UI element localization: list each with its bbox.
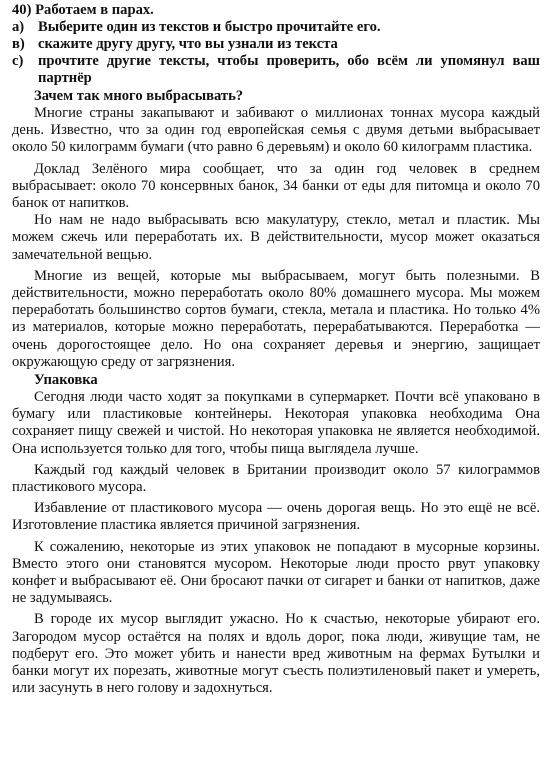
task-text: прочтите другие тексты, чтобы проверить, обо всём ли упомянул ваш партнёр — [38, 53, 540, 86]
textbook-page — [12, 2, 540, 698]
section-heading-packaging: Упаковка — [34, 372, 98, 389]
task-marker: c) — [12, 53, 24, 69]
exercise-task-list — [12, 19, 540, 87]
task-marker: в) — [12, 36, 25, 52]
task-text: Выберите один из текстов и быстро прочитайте его. — [38, 19, 381, 35]
exercise-title: 40) Работаем в парах. — [12, 2, 154, 18]
task-text: скажите другу другу, что вы узнали из текста — [38, 36, 338, 52]
paragraph: Доклад Зелёного мира сообщает, что за один год человек в среднем выбрасывает: около 70 консервных банок, 34 банки от еды для питомца и около 70 банок от напитков. — [12, 160, 540, 212]
paragraph: Каждый год каждый человек в Британии производит около 57 килограммов пластикового мусора. — [12, 461, 540, 496]
paragraph: К сожалению, некоторые из этих упаковок не попадают в мусорные корзины. Вместо этого они становятся мусором. Некоторые люди просто рвут упаковку конфет и выбрасывают её. Они бросают пачки от сигарет и банки от напитков, даже не задумываясь. — [12, 538, 540, 607]
paragraph: Но нам не надо выбрасывать всю макулатуру, стекло, метал и пластик. Мы можем сжечь или переработать их. В действительности, мусор может оказаться замечательной вещью. — [12, 212, 540, 263]
paragraph: Избавление от пластикового мусора — очень дорогая вещь. Но это ещё не всё. Изготовление пластика является причиной загрязнения. — [12, 500, 540, 534]
paragraph: Многие страны закапывают и забивают о миллионах тоннах мусора каждый день. Известно, что за один год европейская семья с двумя детьми выбрасывает около 50 килограмм бумаги (что равно 6 деревьям) и около 60 килограмм пластика. — [12, 105, 540, 156]
paragraph: Сегодня люди часто ходят за покупками в супермаркет. Почти всё упаковано в бумагу или пластиковые контейнеры. Некоторая упаковка необходима Она сохраняет пищу свежей и чистой. Но некоторая упаковка не является необходимой. Она используется только для того, чтобы пища выглядела лучше. — [12, 389, 540, 457]
exercise-task — [12, 19, 540, 36]
paragraph: В городе их мусор выглядит ужасно. Но к счастью, некоторые убирают его. Загородом мусор остаётся на полях и вдоль дорог, пока люди, живущие там, не подберут его. Это может убить и нанести вред животным на фермах Бутылки и банки могут их порезать, животные могут съесть полиэтиленовый пакет и умереть, или засунуть в него голову и задохнуться. — [12, 611, 540, 697]
task-marker: a) — [12, 19, 25, 35]
paragraph: Многие из вещей, которые мы выбрасываем, могут быть полезными. В действительности, можно переработать около 80% домашнего мусора. Мы можем переработать большинство сортов бумаги, стекла, метала и пластика. Но только 4% из материалов, которые можно переработать, перерабатываются. Переработка — очень дорогостоящее дело. Но она сохраняет деревья и энергию, защищает окружающую среду от загрязнения. — [12, 267, 540, 370]
exercise-task — [12, 53, 540, 87]
section-heading-waste: Зачем так много выбрасывать? — [34, 88, 244, 104]
exercise-task — [12, 36, 540, 53]
